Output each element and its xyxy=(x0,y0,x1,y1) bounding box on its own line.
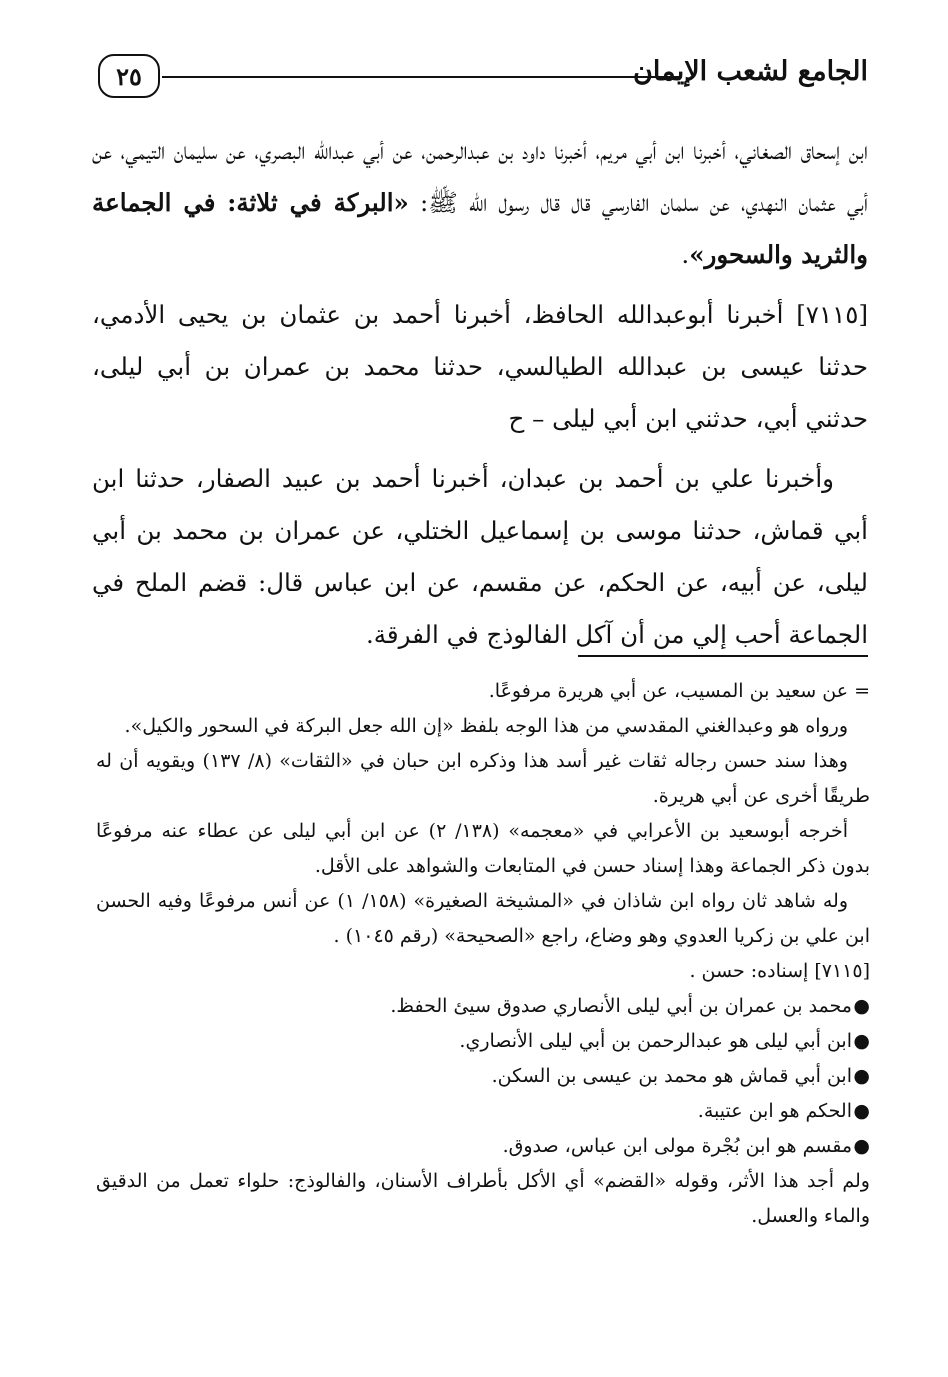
footnote-paragraph: ورواه هو وعبدالغني المقدسي من هذا الوجه بلفظ «إن الله جعل البركة في السحور والكيل». xyxy=(124,715,848,737)
bullet-icon: ● xyxy=(853,1065,870,1087)
footnotes xyxy=(96,674,870,1234)
list-item-text: ابن أبي قماش هو محمد بن عيسى بن السكن. xyxy=(491,1065,852,1087)
list-item xyxy=(96,989,870,1024)
footnote-isnad-heading: [٧١١٥] إسناده: حسن . xyxy=(689,960,870,982)
footnote-paragraph: أخرجه أبوسعيد بن الأعرابي في «معجمه» (١٣٨/ ٢) عن ابن أبي ليلى عن عطاء عنه مرفوعًا بدون ذكر الجماعة وهذا إسناد حسن في المتابعات والشواهد على الأقل. xyxy=(96,820,870,877)
running-header-title: الجامع لشعب الإيمان xyxy=(633,56,868,87)
hadith-quote: «البركة في ثلاثة: في الجماعة والثريد والسحور» xyxy=(92,188,868,269)
list-item xyxy=(96,1129,870,1164)
narrator-list xyxy=(96,989,870,1164)
main-text xyxy=(92,125,868,661)
paragraph-1-end: . xyxy=(681,240,690,269)
list-item-text: مقسم هو ابن بُجْرة مولى ابن عباس، صدوق. xyxy=(502,1135,852,1157)
list-item-text: الحكم هو ابن عتيبة. xyxy=(697,1100,852,1122)
footnote-separator xyxy=(578,655,868,657)
paragraph-2: [٧١١٥] أخبرنا أبوعبدالله الحافظ، أخبرنا أحمد بن عثمان بن يحيى الأدمي، حدثنا عيسى بن عبدالله الطيالسي، حدثنا محمد بن عمران بن أبي ليلى، حدثني أبي، حدثني ابن أبي ليلى – ح xyxy=(92,300,868,433)
list-item xyxy=(96,1024,870,1059)
header-rule xyxy=(162,76,682,78)
paragraph-3: وأخبرنا علي بن أحمد بن عبدان، أخبرنا أحمد بن عبيد الصفار، حدثنا ابن أبي قماش، حدثنا موسى بن إسماعيل الختلي، عن عمران بن محمد بن أبي ليلى، عن أبيه، عن الحكم، عن مقسم، عن ابن عباس قال: قضم الملح في الجماعة أحب إلي من أن آكل الفالوذج في الفرقة. xyxy=(92,464,868,649)
footnote-continuation: = عن سعيد بن المسيب، عن أبي هريرة مرفوعًا. xyxy=(488,680,870,702)
paragraph-1 xyxy=(92,125,868,281)
footnote-paragraph: وهذا سند حسن رجاله ثقات غير أسد هذا وذكره ابن حبان في «الثقات» (٨/ ١٣٧) ويقويه أن له طريقًا أخرى عن أبي هريرة. xyxy=(96,750,870,807)
list-item xyxy=(96,1094,870,1129)
list-item-text: ابن أبي ليلى هو عبدالرحمن بن أبي ليلى الأنصاري. xyxy=(459,1030,852,1052)
bullet-icon: ● xyxy=(853,995,870,1017)
footnote-paragraph: وله شاهد ثان رواه ابن شاذان في «المشيخة الصغيرة» (١٥٨/ ١) عن أنس مرفوعًا وفيه الحسن ابن علي بن زكريا العدوي وهو وضاع، راجع «الصحيحة» (رقم ١٠٤٥) . xyxy=(96,890,870,947)
paragraph-1-text: ابن إسحاق الصغاني، أخبرنا ابن أبي مريم، أخبرنا داود بن عبدالرحمن، عن أبي عبدالله البصري، عن سليمان التيمي، عن أبي عثمان النهدي، عن سلمان الفارسي قال قال رسول الله ﷺ: xyxy=(92,136,868,217)
bullet-icon: ● xyxy=(853,1100,870,1122)
bullet-icon: ● xyxy=(853,1135,870,1157)
list-item xyxy=(96,1059,870,1094)
page-number: ٢٥ xyxy=(98,54,160,98)
footnote-paragraph: ولم أجد هذا الأثر، وقوله «القضم» أي الأكل بأطراف الأسنان، والفالوذج: حلواء تعمل من الدقيق والماء والعسل. xyxy=(96,1170,870,1227)
bullet-icon: ● xyxy=(853,1030,870,1052)
list-item-text: محمد بن عمران بن أبي ليلى الأنصاري صدوق سيئ الحفظ. xyxy=(390,995,852,1017)
